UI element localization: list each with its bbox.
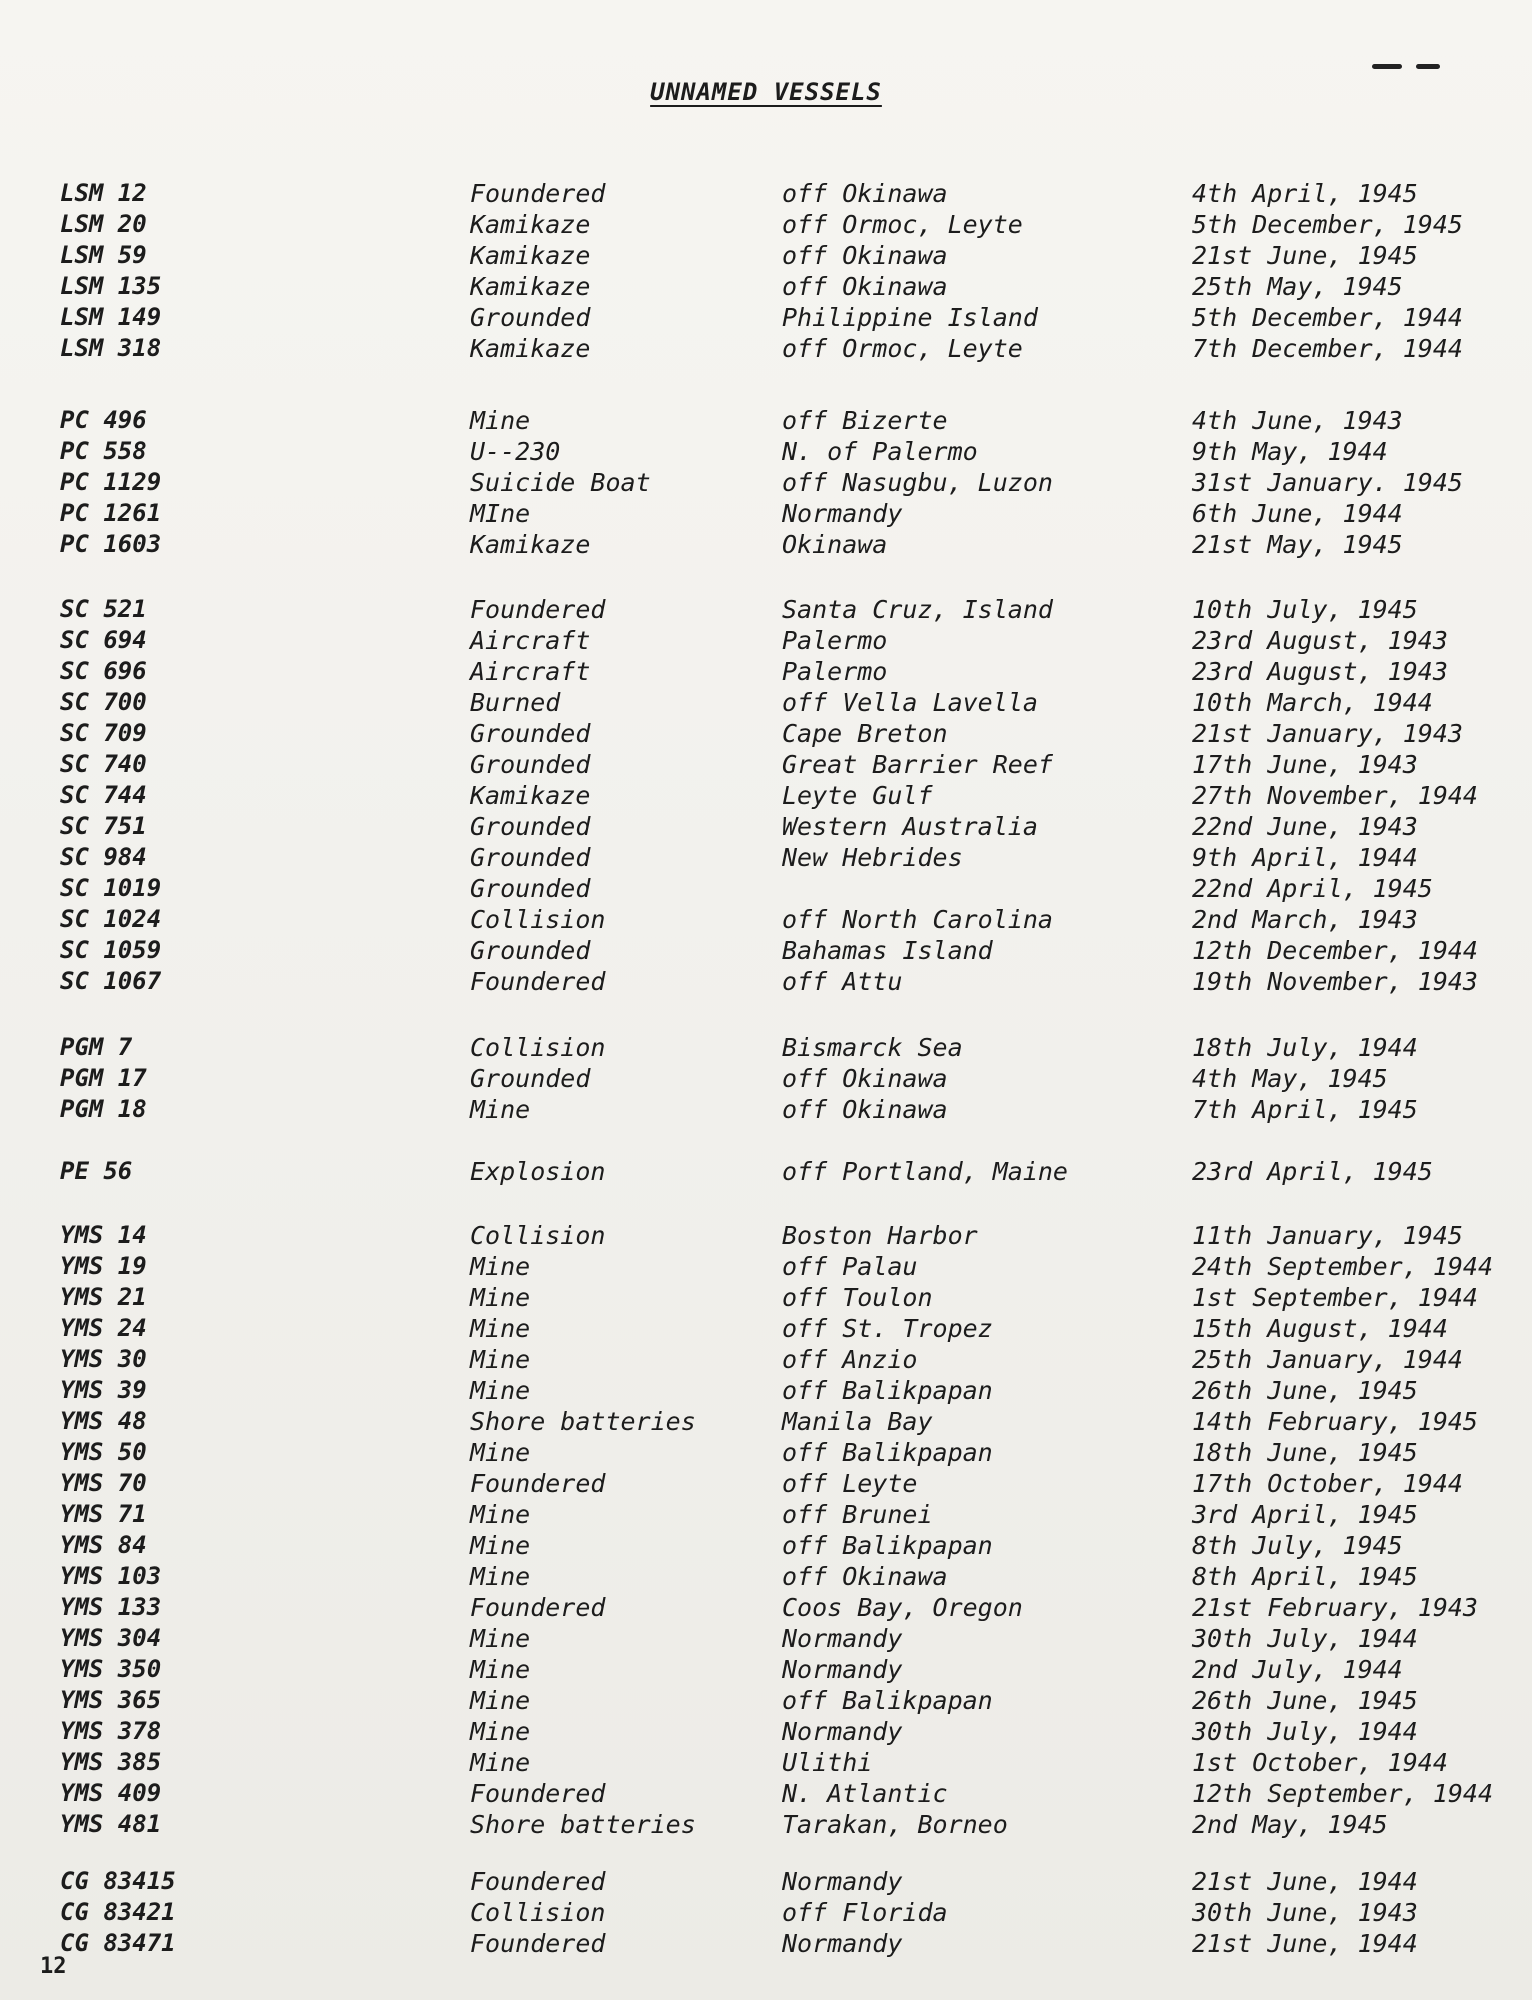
cell-location: Palermo bbox=[782, 657, 888, 686]
table-row bbox=[0, 687, 1532, 718]
cell-date: 12th December, 1944 bbox=[1192, 936, 1478, 965]
table-row bbox=[0, 302, 1532, 333]
table-row bbox=[0, 333, 1532, 364]
cell-location: off Okinawa bbox=[782, 272, 948, 301]
table-row bbox=[0, 1685, 1532, 1716]
cell-date: 10th July, 1945 bbox=[1192, 595, 1418, 624]
table-row bbox=[0, 1592, 1532, 1623]
table-row bbox=[0, 1094, 1532, 1125]
cell-cause: Grounded bbox=[470, 1064, 591, 1093]
cell-cause: Foundered bbox=[470, 1593, 606, 1622]
cell-cause: MIne bbox=[470, 499, 531, 528]
cell-date: 15th August, 1944 bbox=[1192, 1314, 1448, 1343]
cell-date: 22nd June, 1943 bbox=[1192, 812, 1418, 841]
cell-cause: Grounded bbox=[470, 843, 591, 872]
cell-date: 3rd April, 1945 bbox=[1192, 1500, 1418, 1529]
cell-date: 21st June, 1944 bbox=[1192, 1929, 1418, 1958]
cell-cause: Grounded bbox=[470, 936, 591, 965]
cell-location: Ulithi bbox=[782, 1748, 873, 1777]
page-number: 12 bbox=[40, 1954, 67, 1979]
cell-cause: Mine bbox=[470, 1283, 531, 1312]
page-title: UNNAMED VESSELS bbox=[650, 78, 882, 106]
cell-date: 1st September, 1944 bbox=[1192, 1283, 1478, 1312]
cell-vessel: LSM 149 bbox=[60, 303, 162, 331]
cell-cause: Mine bbox=[470, 1624, 531, 1653]
cell-vessel: SC 1019 bbox=[60, 874, 162, 902]
cell-vessel: LSM 12 bbox=[60, 179, 147, 207]
cell-location: off Balikpapan bbox=[782, 1438, 993, 1467]
table-row bbox=[0, 1809, 1532, 1840]
cell-location: Normandy bbox=[782, 1655, 903, 1684]
table-row bbox=[0, 594, 1532, 625]
cell-cause: Mine bbox=[470, 1686, 531, 1715]
cell-vessel: SC 694 bbox=[60, 626, 147, 654]
cell-vessel: LSM 318 bbox=[60, 334, 162, 362]
cell-cause: Aircraft bbox=[470, 657, 591, 686]
cell-vessel: YMS 385 bbox=[60, 1748, 162, 1776]
table-row bbox=[0, 271, 1532, 302]
cell-date: 9th May, 1944 bbox=[1192, 437, 1388, 466]
cell-cause: Mine bbox=[470, 1500, 531, 1529]
table-row bbox=[0, 1282, 1532, 1313]
cell-date: 21st June, 1944 bbox=[1192, 1867, 1418, 1896]
cell-vessel: SC 1067 bbox=[60, 967, 162, 995]
table-row bbox=[0, 1375, 1532, 1406]
cell-date: 24th September, 1944 bbox=[1192, 1252, 1494, 1281]
cell-date: 27th November, 1944 bbox=[1192, 781, 1478, 810]
cell-cause: Collision bbox=[470, 905, 606, 934]
cell-location: Coos Bay, Oregon bbox=[782, 1593, 1023, 1622]
cell-date: 23rd August, 1943 bbox=[1192, 626, 1448, 655]
cell-date: 21st May, 1945 bbox=[1192, 530, 1403, 559]
cell-cause: Foundered bbox=[470, 179, 606, 208]
cell-cause: Collision bbox=[470, 1898, 606, 1927]
cell-date: 30th June, 1943 bbox=[1192, 1898, 1418, 1927]
group-pc bbox=[0, 405, 1532, 560]
cell-vessel: YMS 350 bbox=[60, 1655, 162, 1683]
cell-location: off Ormoc, Leyte bbox=[782, 210, 1023, 239]
cell-cause: Kamikaze bbox=[470, 781, 591, 810]
cell-cause: Foundered bbox=[470, 1779, 606, 1808]
cell-date: 2nd March, 1943 bbox=[1192, 905, 1418, 934]
cell-vessel: PGM 18 bbox=[60, 1095, 147, 1123]
table-row bbox=[0, 718, 1532, 749]
cell-location: off St. Tropez bbox=[782, 1314, 993, 1343]
cell-location: Philippine Island bbox=[782, 303, 1038, 332]
cell-date: 19th November, 1943 bbox=[1192, 967, 1478, 996]
cell-location: Santa Cruz, Island bbox=[782, 595, 1053, 624]
cell-location: Leyte Gulf bbox=[782, 781, 933, 810]
group-pe bbox=[0, 1156, 1532, 1187]
table-row bbox=[0, 966, 1532, 997]
table-row bbox=[0, 1499, 1532, 1530]
cell-cause: Mine bbox=[470, 1748, 531, 1777]
cell-vessel: SC 751 bbox=[60, 812, 147, 840]
table-row bbox=[0, 1747, 1532, 1778]
cell-cause: Kamikaze bbox=[470, 530, 591, 559]
table-row bbox=[0, 1561, 1532, 1592]
cell-cause: Collision bbox=[470, 1033, 606, 1062]
cell-date: 5th December, 1944 bbox=[1192, 303, 1463, 332]
cell-vessel: PGM 7 bbox=[60, 1033, 133, 1061]
table-row bbox=[0, 1623, 1532, 1654]
table-row bbox=[0, 1313, 1532, 1344]
cell-vessel: YMS 84 bbox=[60, 1531, 147, 1559]
cell-cause: Grounded bbox=[470, 303, 591, 332]
table-row bbox=[0, 935, 1532, 966]
cell-location: Normandy bbox=[782, 1929, 903, 1958]
cell-date: 1st October, 1944 bbox=[1192, 1748, 1448, 1777]
cell-location: Great Barrier Reef bbox=[782, 750, 1053, 779]
cell-vessel: SC 1024 bbox=[60, 905, 162, 933]
cell-date: 30th July, 1944 bbox=[1192, 1717, 1418, 1746]
cell-location: Normandy bbox=[782, 499, 903, 528]
table-row bbox=[0, 656, 1532, 687]
cell-date: 5th December, 1945 bbox=[1192, 210, 1463, 239]
cell-cause: Kamikaze bbox=[470, 241, 591, 270]
cell-vessel: PC 496 bbox=[60, 406, 147, 434]
table-row bbox=[0, 904, 1532, 935]
cell-vessel: SC 709 bbox=[60, 719, 147, 747]
cell-cause: Mine bbox=[470, 1717, 531, 1746]
cell-vessel: PC 1603 bbox=[60, 530, 162, 558]
cell-date: 14th February, 1945 bbox=[1192, 1407, 1478, 1436]
cell-location: Western Australia bbox=[782, 812, 1038, 841]
table-row bbox=[0, 240, 1532, 271]
cell-vessel: YMS 481 bbox=[60, 1810, 162, 1838]
table-row bbox=[0, 749, 1532, 780]
cell-cause: Collision bbox=[470, 1221, 606, 1250]
cell-location: off Balikpapan bbox=[782, 1376, 993, 1405]
cell-cause: Foundered bbox=[470, 1469, 606, 1498]
cell-date: 17th October, 1944 bbox=[1192, 1469, 1463, 1498]
table-row bbox=[0, 1220, 1532, 1251]
cell-date: 7th April, 1945 bbox=[1192, 1095, 1418, 1124]
cell-cause: Mine bbox=[470, 1376, 531, 1405]
cell-cause: Aircraft bbox=[470, 626, 591, 655]
cell-date: 12th September, 1944 bbox=[1192, 1779, 1494, 1808]
cell-vessel: SC 521 bbox=[60, 595, 147, 623]
table-row bbox=[0, 1063, 1532, 1094]
group-cg bbox=[0, 1866, 1532, 1959]
table-row bbox=[0, 842, 1532, 873]
cell-date: 30th July, 1944 bbox=[1192, 1624, 1418, 1653]
cell-date: 4th May, 1945 bbox=[1192, 1064, 1388, 1093]
cell-vessel: PC 558 bbox=[60, 437, 147, 465]
table-row bbox=[0, 1156, 1532, 1187]
cell-location: New Hebrides bbox=[782, 843, 963, 872]
table-row bbox=[0, 209, 1532, 240]
cell-date: 8th July, 1945 bbox=[1192, 1531, 1403, 1560]
cell-vessel: YMS 50 bbox=[60, 1438, 147, 1466]
cell-location: off Anzio bbox=[782, 1345, 918, 1374]
cell-vessel: YMS 48 bbox=[60, 1407, 147, 1435]
cell-vessel: SC 744 bbox=[60, 781, 147, 809]
cell-cause: Burned bbox=[470, 688, 561, 717]
cell-date: 21st June, 1945 bbox=[1192, 241, 1418, 270]
cell-date: 18th July, 1944 bbox=[1192, 1033, 1418, 1062]
cell-location: off Brunei bbox=[782, 1500, 933, 1529]
cell-location: off Vella Lavella bbox=[782, 688, 1038, 717]
cell-date: 23rd April, 1945 bbox=[1192, 1157, 1433, 1186]
cell-location: off Bizerte bbox=[782, 406, 948, 435]
cell-vessel: YMS 365 bbox=[60, 1686, 162, 1714]
cell-location: off North Carolina bbox=[782, 905, 1053, 934]
cell-vessel: YMS 71 bbox=[60, 1500, 147, 1528]
cell-location: Cape Breton bbox=[782, 719, 948, 748]
cell-location: Normandy bbox=[782, 1717, 903, 1746]
cell-vessel: YMS 133 bbox=[60, 1593, 162, 1621]
cell-date: 9th April, 1944 bbox=[1192, 843, 1418, 872]
cell-cause: Grounded bbox=[470, 719, 591, 748]
table-row bbox=[0, 178, 1532, 209]
cell-location: off Okinawa bbox=[782, 241, 948, 270]
cell-date: 25th January, 1944 bbox=[1192, 1345, 1463, 1374]
cell-cause: Mine bbox=[470, 1438, 531, 1467]
cell-cause: Kamikaze bbox=[470, 210, 591, 239]
table-row bbox=[0, 625, 1532, 656]
cell-vessel: YMS 14 bbox=[60, 1221, 147, 1249]
cell-vessel: PE 56 bbox=[60, 1157, 133, 1185]
cell-vessel: YMS 30 bbox=[60, 1345, 147, 1373]
cell-date: 26th June, 1945 bbox=[1192, 1376, 1418, 1405]
cell-vessel: SC 984 bbox=[60, 843, 147, 871]
cell-cause: Shore batteries bbox=[470, 1407, 696, 1436]
cell-date: 10th March, 1944 bbox=[1192, 688, 1433, 717]
cell-vessel: PC 1129 bbox=[60, 468, 162, 496]
cell-date: 2nd July, 1944 bbox=[1192, 1655, 1403, 1684]
cell-cause: Foundered bbox=[470, 595, 606, 624]
cell-vessel: PC 1261 bbox=[60, 499, 162, 527]
cell-vessel: SC 740 bbox=[60, 750, 147, 778]
table-row bbox=[0, 873, 1532, 904]
cell-cause: Foundered bbox=[470, 967, 606, 996]
cell-location: off Okinawa bbox=[782, 1064, 948, 1093]
cell-location: off Palau bbox=[782, 1252, 918, 1281]
cell-cause: Mine bbox=[470, 1314, 531, 1343]
table-row bbox=[0, 405, 1532, 436]
cell-cause: Mine bbox=[470, 1095, 531, 1124]
group-pgm bbox=[0, 1032, 1532, 1125]
cell-vessel: SC 696 bbox=[60, 657, 147, 685]
cell-location: off Nasugbu, Luzon bbox=[782, 468, 1053, 497]
cell-location: off Leyte bbox=[782, 1469, 918, 1498]
table-row bbox=[0, 467, 1532, 498]
cell-location: Palermo bbox=[782, 626, 888, 655]
cell-cause: Mine bbox=[470, 1345, 531, 1374]
cell-cause: Foundered bbox=[470, 1867, 606, 1896]
cell-cause: Mine bbox=[470, 1252, 531, 1281]
cell-vessel: SC 700 bbox=[60, 688, 147, 716]
cell-vessel: CG 83421 bbox=[60, 1898, 176, 1926]
cell-cause: Mine bbox=[470, 406, 531, 435]
cell-location: Bismarck Sea bbox=[782, 1033, 963, 1062]
cell-date: 25th May, 1945 bbox=[1192, 272, 1403, 301]
cell-vessel: YMS 103 bbox=[60, 1562, 162, 1590]
cell-date: 18th June, 1945 bbox=[1192, 1438, 1418, 1467]
cell-location: Okinawa bbox=[782, 530, 888, 559]
cell-vessel: CG 83415 bbox=[60, 1867, 176, 1895]
cell-cause: Mine bbox=[470, 1531, 531, 1560]
table-row bbox=[0, 529, 1532, 560]
cell-location: off Attu bbox=[782, 967, 903, 996]
cell-vessel: YMS 21 bbox=[60, 1283, 147, 1311]
cell-location: Boston Harbor bbox=[782, 1221, 978, 1250]
table-row bbox=[0, 1032, 1532, 1063]
cell-location: off Florida bbox=[782, 1898, 948, 1927]
cell-date: 6th June, 1944 bbox=[1192, 499, 1403, 528]
cell-cause: Kamikaze bbox=[470, 334, 591, 363]
cell-location: N. Atlantic bbox=[782, 1779, 948, 1808]
cell-location: off Okinawa bbox=[782, 1095, 948, 1124]
table-row bbox=[0, 1928, 1532, 1959]
table-row bbox=[0, 1468, 1532, 1499]
cell-date: 4th April, 1945 bbox=[1192, 179, 1418, 208]
cell-location: off Ormoc, Leyte bbox=[782, 334, 1023, 363]
cell-location: off Balikpapan bbox=[782, 1531, 993, 1560]
cell-location: off Okinawa bbox=[782, 1562, 948, 1591]
cell-date: 21st January, 1943 bbox=[1192, 719, 1463, 748]
cell-vessel: YMS 409 bbox=[60, 1779, 162, 1807]
cell-vessel: CG 83471 bbox=[60, 1929, 176, 1957]
group-yms bbox=[0, 1220, 1532, 1840]
cell-location: N. of Palermo bbox=[782, 437, 978, 466]
cell-location: Normandy bbox=[782, 1867, 903, 1896]
table-row bbox=[0, 1897, 1532, 1928]
cell-cause: Grounded bbox=[470, 812, 591, 841]
cell-cause: Grounded bbox=[470, 874, 591, 903]
cell-location: Manila Bay bbox=[782, 1407, 933, 1436]
pen-mark bbox=[1372, 64, 1462, 72]
cell-date: 2nd May, 1945 bbox=[1192, 1810, 1388, 1839]
cell-date: 7th December, 1944 bbox=[1192, 334, 1463, 363]
cell-cause: Explosion bbox=[470, 1157, 606, 1186]
cell-vessel: YMS 24 bbox=[60, 1314, 147, 1342]
cell-cause: Suicide Boat bbox=[470, 468, 651, 497]
cell-location: Normandy bbox=[782, 1624, 903, 1653]
cell-vessel: LSM 20 bbox=[60, 210, 147, 238]
cell-date: 8th April, 1945 bbox=[1192, 1562, 1418, 1591]
cell-vessel: YMS 70 bbox=[60, 1469, 147, 1497]
group-lsm bbox=[0, 178, 1532, 364]
cell-date: 23rd August, 1943 bbox=[1192, 657, 1448, 686]
cell-location: off Portland, Maine bbox=[782, 1157, 1068, 1186]
cell-location: Tarakan, Borneo bbox=[782, 1810, 1008, 1839]
table-row bbox=[0, 498, 1532, 529]
cell-date: 31st January. 1945 bbox=[1192, 468, 1463, 497]
cell-vessel: YMS 304 bbox=[60, 1624, 162, 1652]
table-row bbox=[0, 1437, 1532, 1468]
cell-vessel: YMS 378 bbox=[60, 1717, 162, 1745]
cell-vessel: LSM 135 bbox=[60, 272, 162, 300]
table-row bbox=[0, 1654, 1532, 1685]
table-row bbox=[0, 1778, 1532, 1809]
cell-date: 26th June, 1945 bbox=[1192, 1686, 1418, 1715]
cell-date: 11th January, 1945 bbox=[1192, 1221, 1463, 1250]
cell-vessel: PGM 17 bbox=[60, 1064, 147, 1092]
cell-date: 17th June, 1943 bbox=[1192, 750, 1418, 779]
cell-location: off Toulon bbox=[782, 1283, 933, 1312]
cell-cause: Mine bbox=[470, 1562, 531, 1591]
cell-date: 21st February, 1943 bbox=[1192, 1593, 1478, 1622]
table-row bbox=[0, 811, 1532, 842]
cell-vessel: SC 1059 bbox=[60, 936, 162, 964]
cell-vessel: LSM 59 bbox=[60, 241, 147, 269]
cell-cause: U--230 bbox=[470, 437, 561, 466]
cell-location: off Balikpapan bbox=[782, 1686, 993, 1715]
table-row bbox=[0, 1251, 1532, 1282]
cell-vessel: YMS 39 bbox=[60, 1376, 147, 1404]
table-row bbox=[0, 1530, 1532, 1561]
cell-location: Bahamas Island bbox=[782, 936, 993, 965]
cell-cause: Grounded bbox=[470, 750, 591, 779]
table-row bbox=[0, 780, 1532, 811]
table-row bbox=[0, 1716, 1532, 1747]
cell-date: 22nd April, 1945 bbox=[1192, 874, 1433, 903]
group-sc bbox=[0, 594, 1532, 997]
cell-cause: Foundered bbox=[470, 1929, 606, 1958]
table-row bbox=[0, 1866, 1532, 1897]
cell-location: off Okinawa bbox=[782, 179, 948, 208]
cell-cause: Mine bbox=[470, 1655, 531, 1684]
table-row bbox=[0, 436, 1532, 467]
cell-cause: Kamikaze bbox=[470, 272, 591, 301]
cell-date: 4th June, 1943 bbox=[1192, 406, 1403, 435]
table-row bbox=[0, 1344, 1532, 1375]
cell-vessel: YMS 19 bbox=[60, 1252, 147, 1280]
cell-cause: Shore batteries bbox=[470, 1810, 696, 1839]
table-row bbox=[0, 1406, 1532, 1437]
